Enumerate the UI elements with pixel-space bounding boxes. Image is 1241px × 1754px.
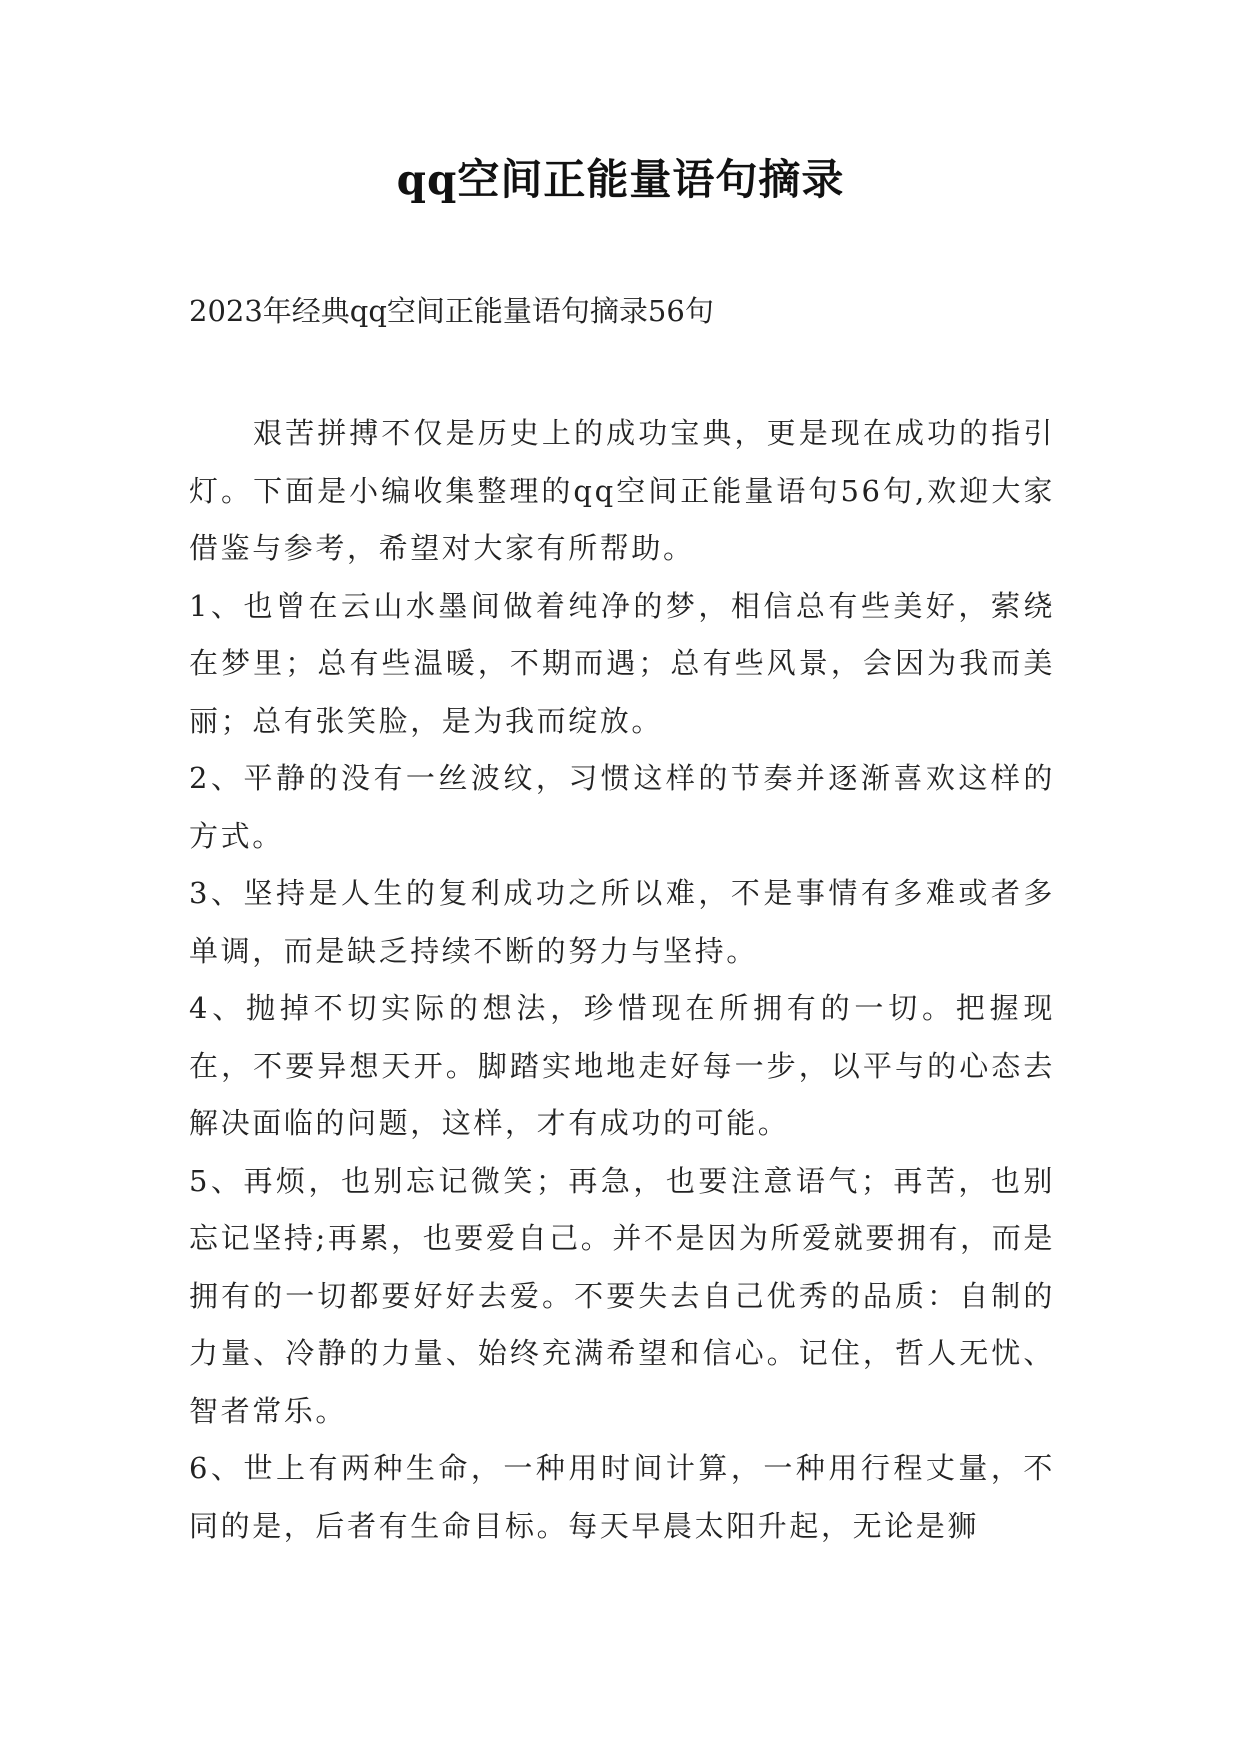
quote-item-1: 1、也曾在云山水墨间做着纯净的梦，相信总有些美好，萦绕在梦里；总有些温暖，不期而遇；总有些风景，会因为我而美丽；总有张笑脸，是为我而绽放。	[189, 588, 1055, 738]
quote-item-4: 4、抛掉不切实际的想法，珍惜现在所拥有的一切。把握现在，不要异想天开。脚踏实地地走好每一步，以平与的心态去解决面临的问题，这样，才有成功的可能。	[189, 991, 1055, 1140]
document-title: qq空间正能量语句摘录	[396, 155, 845, 204]
quote-item-2: 2、平静的没有一丝波纹，习惯这样的节奏并逐渐喜欢这样的方式。	[189, 761, 1055, 853]
document-subtitle: 2023年经典qq空间正能量语句摘录56句	[189, 294, 714, 328]
quote-item-6: 6、世上有两种生命，一种用时间计算，一种用行程丈量，不同的是，后者有生命目标。每天早晨太阳升起，无论是狮	[189, 1451, 1055, 1543]
quote-item-5: 5、再烦，也别忘记微笑；再急，也要注意语气；再苦，也别忘记坚持;再累，也要爱自己。并不是因为所爱就要拥有，而是拥有的一切都要好好去爱。不要失去自己优秀的品质：自制的力量、冷静的力量、始终充满希望和信心。记住，哲人无忧、智者常乐。	[189, 1163, 1055, 1428]
quote-item-3: 3、坚持是人生的复利成功之所以难，不是事情有多难或者多单调，而是缺乏持续不断的努力与坚持。	[189, 876, 1055, 968]
document-body	[189, 405, 1055, 1555]
intro-paragraph: 艰苦拼搏不仅是历史上的成功宝典，更是现在成功的指引灯。下面是小编收集整理的qq空间正能量语句56句,欢迎大家借鉴与参考，希望对大家有所帮助。	[189, 416, 1055, 565]
